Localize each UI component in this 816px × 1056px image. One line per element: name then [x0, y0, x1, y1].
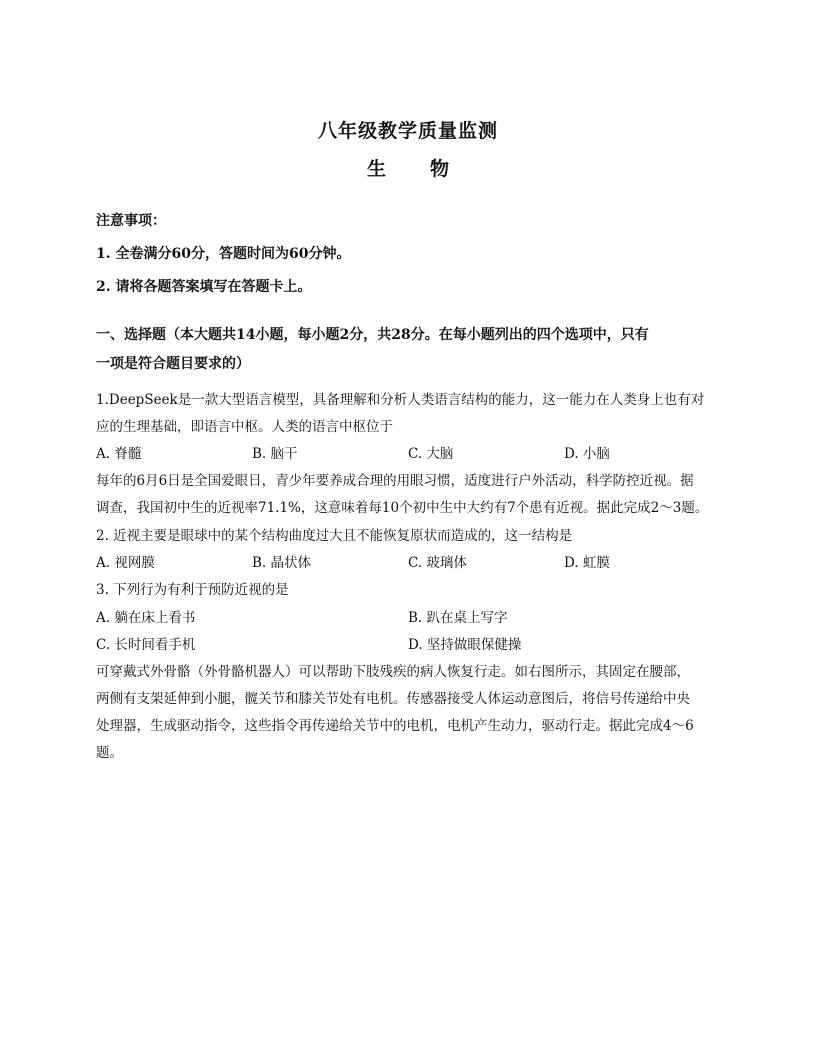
option-a: A. 视网膜	[96, 555, 155, 571]
section-heading: 一、选择题（本大题共14小题，每小题2分，共28分。在每小题列出的四个选项中，只有	[96, 327, 649, 343]
question-stem: 3. 下列行为有利于预防近视的是	[96, 582, 289, 598]
page-title: 八年级教学质量监测	[317, 120, 498, 142]
option-d: D. 小脑	[564, 446, 610, 462]
question-stem: 1.DeepSeek是一款大型语言模型，具备理解和分析人类语言结构的能力，这一能力在人类身上也有对	[96, 392, 705, 408]
subject-char: 生	[366, 158, 386, 180]
passage-line: 题。	[96, 745, 123, 761]
option-b: B. 趴在桌上写字	[408, 610, 508, 626]
option-c: C. 长时间看手机	[96, 637, 196, 653]
passage-line: 两侧有支架延伸到小腿，髋关节和膝关节处有电机。传感器接受人体运动意图后，将信号传递给中央	[96, 691, 690, 707]
option-b: B. 脑干	[252, 446, 298, 462]
subject-title	[0, 154, 816, 181]
subject-char: 物	[430, 158, 450, 180]
section-heading: 一项是符合题目要求的）	[96, 356, 250, 372]
option-a: A. 脊髓	[96, 446, 142, 462]
option-d: D. 虹膜	[564, 555, 610, 571]
notice-item: 2. 请将各题答案填写在答题卡上。	[96, 279, 312, 295]
question-stem: 应的生理基础，即语言中枢。人类的语言中枢位于	[96, 419, 393, 435]
option-d: D. 坚持做眼保健操	[408, 637, 522, 653]
question-stem: 2. 近视主要是眼球中的某个结构曲度过大且不能恢复原状而造成的，这一结构是	[96, 528, 573, 544]
notice-heading: 注意事项：	[96, 213, 166, 229]
notice-item: 1. 全卷满分60分，答题时间为60分钟。	[96, 246, 351, 262]
passage-line: 每年的6月6日是全国爱眼日，青少年要养成合理的用眼习惯，适度进行户外活动，科学防控近视。据	[96, 473, 694, 489]
option-c: C. 玻璃体	[408, 555, 467, 571]
option-c: C. 大脑	[408, 446, 454, 462]
option-b: B. 晶状体	[252, 555, 312, 571]
passage-line: 可穿戴式外骨骼（外骨骼机器人）可以帮助下肢残疾的病人恢复行走。如右图所示，其固定在腰部，	[96, 664, 690, 680]
passage-line: 调查，我国初中生的近视率71.1%，这意味着每10个初中生中大约有7个患有近视。据此完成2～3题。	[96, 500, 709, 516]
option-a: A. 躺在床上看书	[96, 610, 196, 626]
passage-line: 处理器，生成驱动指令，这些指令再传递给关节中的电机，电机产生动力，驱动行走。据此完成4～6	[96, 718, 694, 734]
